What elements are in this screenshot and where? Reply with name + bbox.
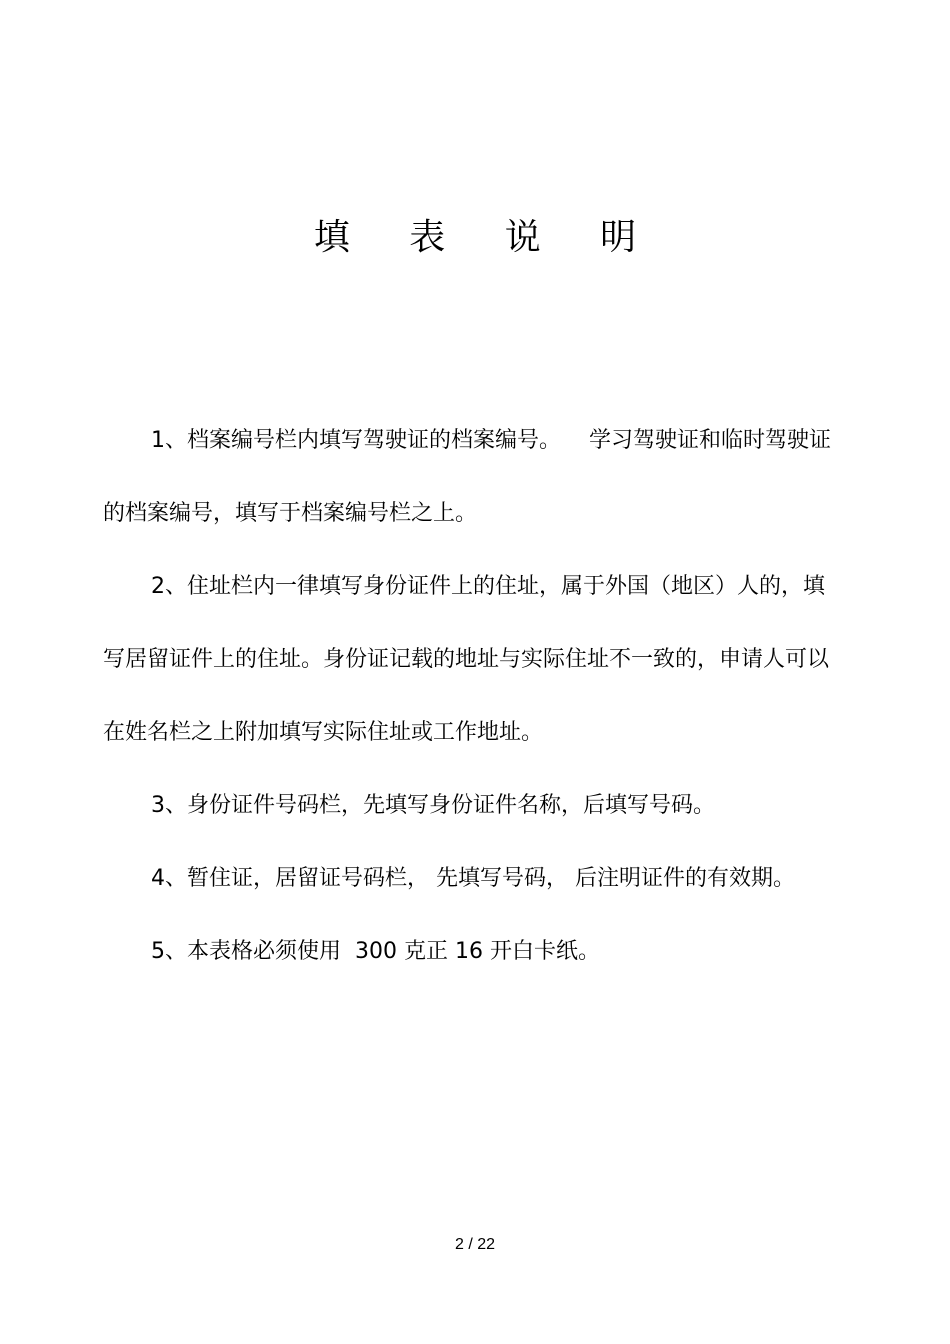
instruction-paragraph-3: 3、身份证件号码栏，先填写身份证件名称，后填写号码。 bbox=[151, 793, 715, 818]
instruction-paragraph-1: 1、档案编号栏内填写驾驶证的档案编号。 学习驾驶证和临时驾驶证的档案编号，填写于档案编号栏之上。 bbox=[103, 428, 831, 526]
instructions-body bbox=[103, 404, 843, 988]
page-title: 填 表 说 明 bbox=[313, 217, 661, 258]
page-number: 2 / 22 bbox=[454, 1236, 496, 1253]
instruction-paragraph-2: 2、住址栏内一律填写身份证件上的住址，属于外国（地区）人的，填写居留证件上的住址。身份证记载的地址与实际住址不一致的，申请人可以在姓名栏之上附加填写实际住址或工作地址。 bbox=[103, 574, 830, 745]
instruction-paragraph-4: 4、暂住证，居留证号码栏， 先填写号码， 后注明证件的有效期。 bbox=[151, 866, 795, 891]
instruction-paragraph-5: 5、本表格必须使用 300 克正 16 开白卡纸。 bbox=[151, 939, 600, 964]
